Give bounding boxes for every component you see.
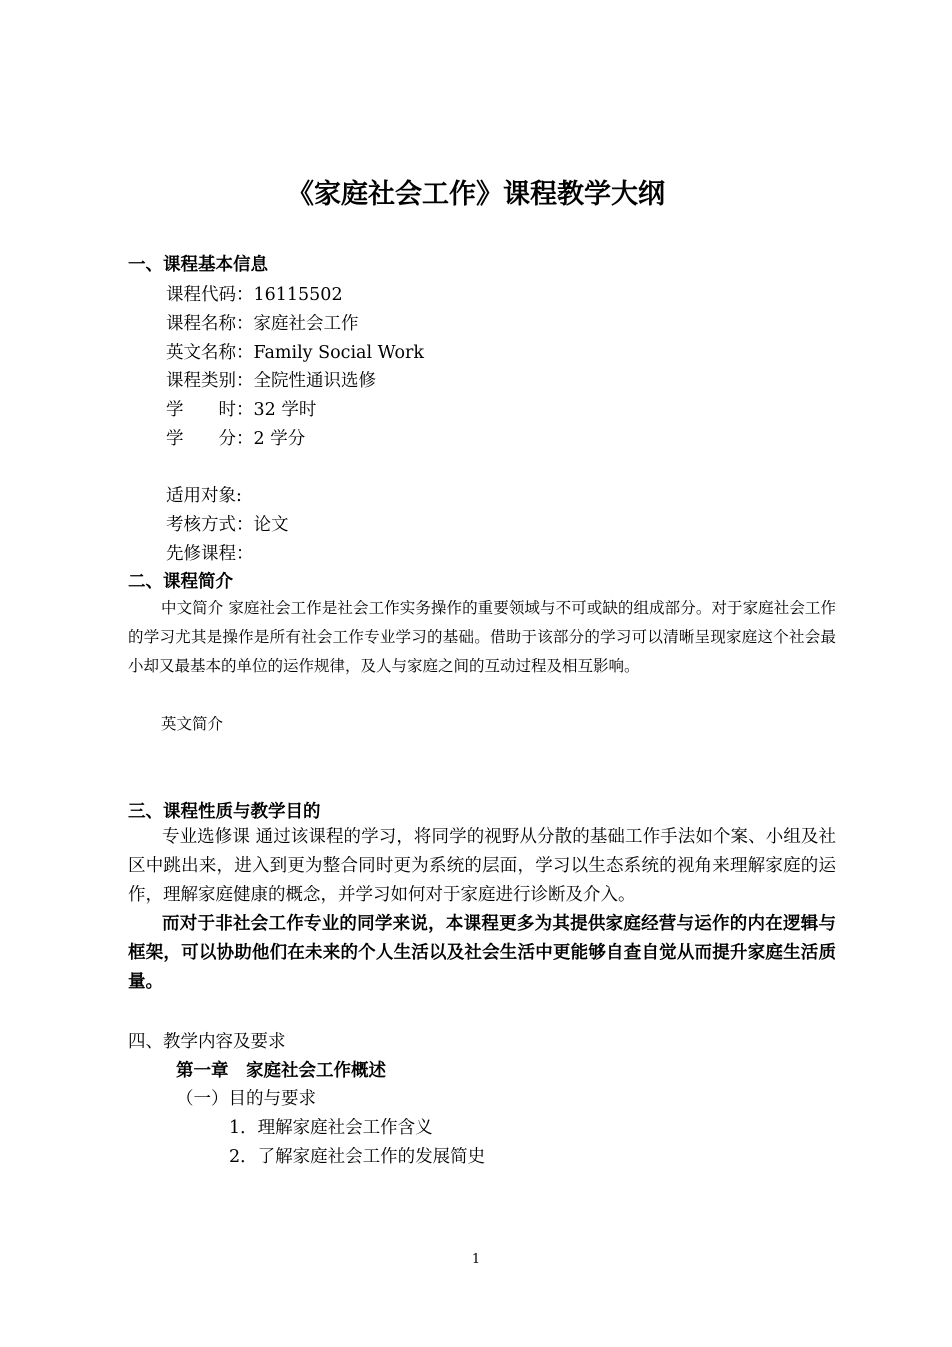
section-3-heading: 三、课程性质与教学目的 bbox=[128, 802, 321, 822]
course-credits: 学 分：2 学分 bbox=[166, 429, 306, 449]
course-code: 课程代码：16115502 bbox=[166, 285, 343, 305]
section-4-heading: 四、教学内容及要求 bbox=[128, 1032, 286, 1052]
objective-item: 1．理解家庭社会工作含义 bbox=[229, 1118, 433, 1138]
prerequisites: 先修课程： bbox=[166, 544, 254, 564]
course-nature-paragraph: 专业选修课 通过该课程的学习，将同学的视野从分散的基础工作手法如个案、小组及社区中跳出来，进入到更为整合同时更为系统的层面，学习以生态系统的视角来理解家庭的运作，理解家庭健康的概念，并学习如何对于家庭进行诊断及介入。 bbox=[128, 827, 836, 905]
course-category: 课程类别：全院性通识选修 bbox=[166, 371, 376, 391]
course-hours: 学 时：32 学时 bbox=[166, 400, 317, 420]
course-name: 课程名称：家庭社会工作 bbox=[166, 314, 359, 334]
english-intro-label: 英文简介 bbox=[161, 715, 224, 733]
page-number: 1 bbox=[471, 1252, 481, 1267]
target-audience: 适用对象: bbox=[166, 486, 242, 506]
document-title: 《家庭社会工作》课程教学大纲 bbox=[287, 179, 665, 210]
chapter-1-heading: 第一章 家庭社会工作概述 bbox=[176, 1061, 386, 1081]
objective-item: 2．了解家庭社会工作的发展简史 bbox=[229, 1147, 486, 1167]
chinese-intro-paragraph: 中文简介 家庭社会工作是社会工作实务操作的重要领域与不可或缺的组成部分。对于家庭社会工作的学习尤其是操作是所有社会工作专业学习的基础。借助于该部分的学习可以清晰呈现家庭这个社会最小却又最基本的单位的运作规律，及人与家庭之间的互动过程及相互影响。 bbox=[128, 599, 836, 675]
section-2-heading: 二、课程简介 bbox=[128, 572, 233, 592]
section-1-heading: 一、课程基本信息 bbox=[128, 255, 268, 275]
english-name: 英文名称：Family Social Work bbox=[166, 343, 424, 363]
course-purpose-paragraph: 而对于非社会工作专业的同学来说，本课程更多为其提供家庭经营与运作的内在逻辑与框架，可以协助他们在未来的个人生活以及社会生活中更能够自查自觉从而提升家庭生活质量。 bbox=[128, 914, 836, 992]
objectives-subheading: （一）目的与要求 bbox=[176, 1089, 316, 1109]
assessment-method: 考核方式：论文 bbox=[166, 515, 289, 535]
